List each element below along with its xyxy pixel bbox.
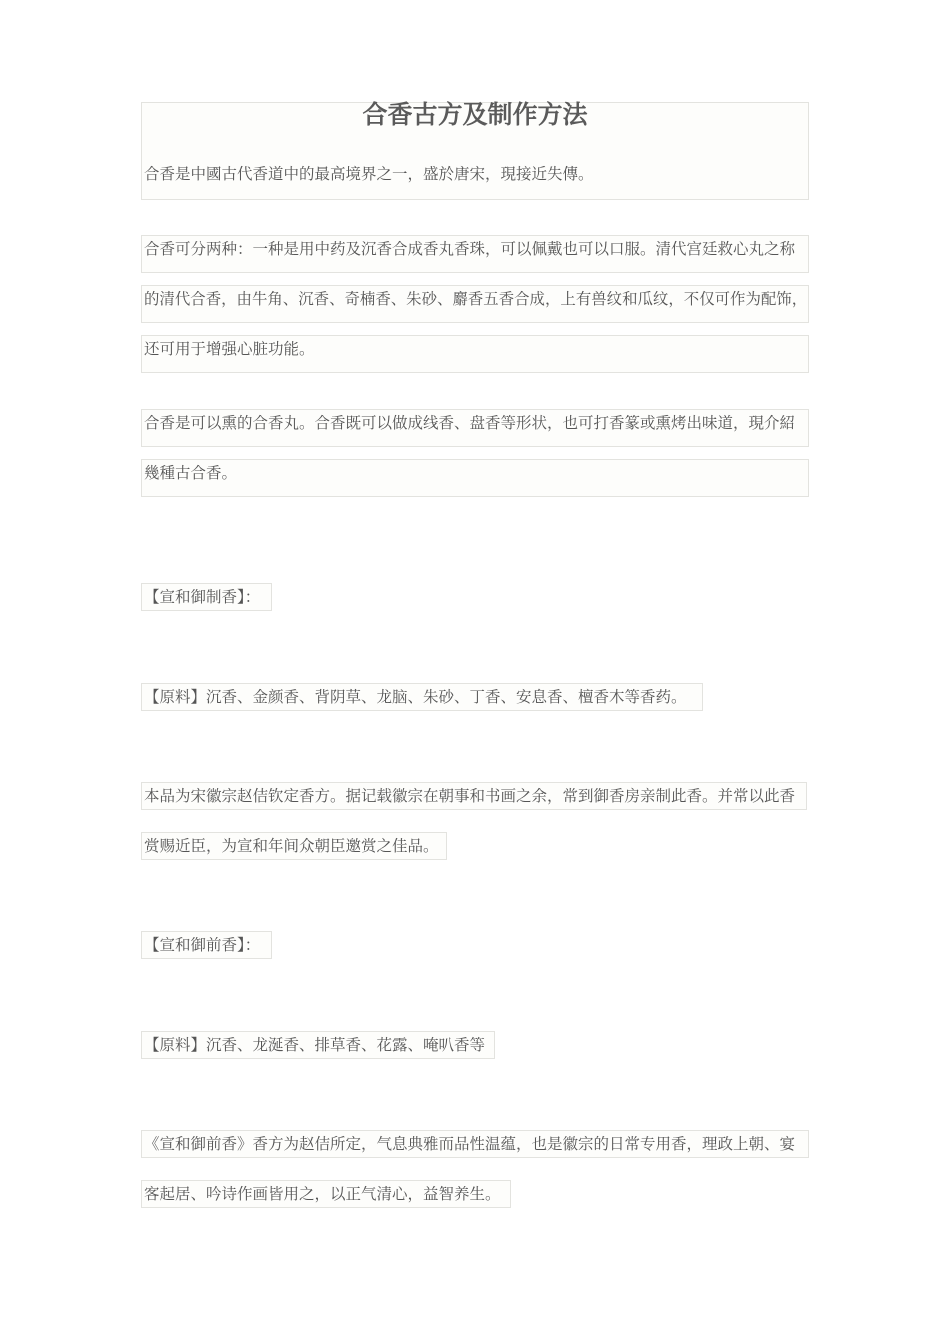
intro-text: 合香是中國古代香道中的最高境界之一，盛於唐宋，現接近失傳。 (144, 165, 594, 183)
recipe-description-line: 赏赐近臣，为宣和年间众朝臣邀赏之佳品。 (144, 837, 439, 855)
recipe-ingredients: 【原料】沉香、金颜香、背阴草、龙脑、朱砂、丁香、安息香、檀香木等香药。 (144, 688, 687, 706)
recipe-description-line: 《宣和御前香》香方为赵佶所定，气息典雅而品性温蕴，也是徽宗的日常专用香，理政上朝、宴 (144, 1135, 796, 1153)
para2-box-line2 (141, 459, 809, 497)
para1-line: 还可用于增强心脏功能。 (144, 340, 315, 358)
recipe-description-line: 本品为宋徽宗赵佶钦定香方。据记载徽宗在朝事和书画之余，常到御香房亲制此香。并常以此香 (144, 787, 796, 805)
recipe-description-line: 客起居、吟诗作画皆用之，以正气清心，益智养生。 (144, 1185, 501, 1203)
recipe-name: 【宣和御制香】： (144, 588, 261, 606)
para1-line: 合香可分两种：一种是用中药及沉香合成香丸香珠，可以佩戴也可以口服。清代宫廷救心丸之称 (144, 240, 796, 258)
recipe-name: 【宣和御前香】： (144, 936, 261, 954)
page-title: 合香古方及制作方法 (362, 100, 588, 129)
recipe-ingredients: 【原料】沉香、龙涎香、排草香、花露、唵叭香等 (144, 1036, 486, 1054)
para2-line: 幾種古合香。 (144, 464, 238, 482)
para2-line: 合香是可以熏的合香丸。合香既可以做成线香、盘香等形状，也可打香篆或熏烤出味道，現介紹 (144, 414, 796, 432)
para1-line: 的清代合香，由牛角、沉香、奇楠香、朱砂、麝香五香合成，上有兽纹和瓜纹，不仅可作为配饰， (144, 290, 808, 308)
